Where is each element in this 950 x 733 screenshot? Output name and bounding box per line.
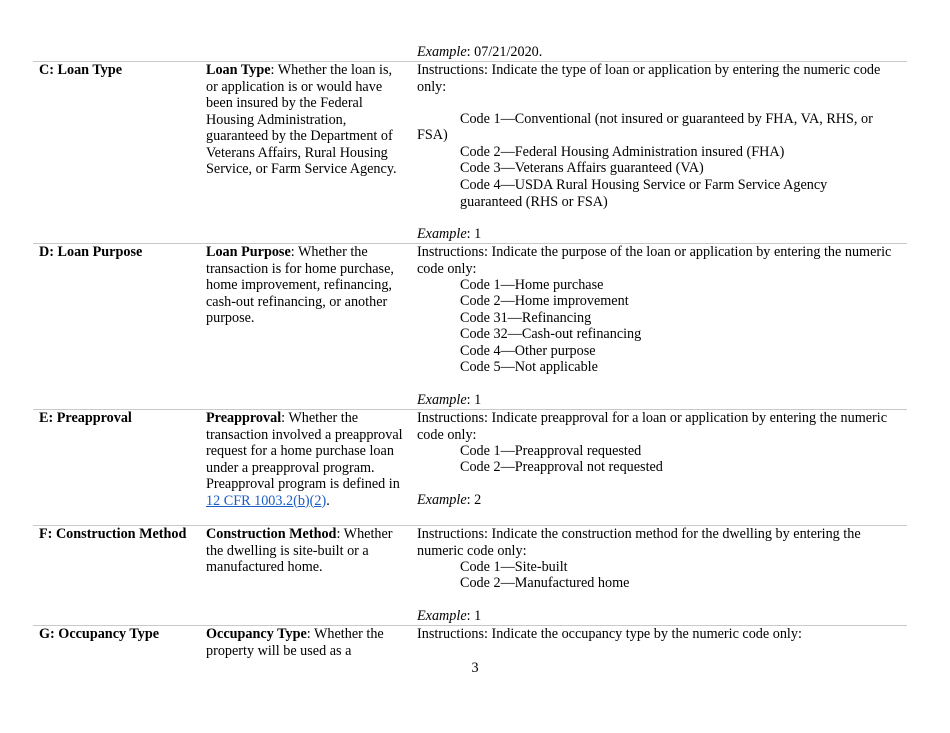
- loan-purpose-code: Code 1—Home purchase: [460, 277, 604, 293]
- field-loan-purpose: D: Loan Purpose: [39, 244, 143, 260]
- loan-type-instructions: Instructions: Indicate the type of loan or application by entering the numeric code only:: [417, 62, 881, 95]
- construction-instructions: Instructions: Indicate the construction method for the dwelling by entering the numeric code only:: [417, 526, 861, 559]
- loan-type-definition: Loan Type: Whether the loan is, or application is or would have been insured by the Federal Housing Administration, guaranteed by the Department of Veterans Affairs, Rural Housing Service, or Farm Service Agency.: [206, 62, 397, 177]
- page-number: 3: [471, 660, 479, 676]
- occupancy-instructions: Instructions: Indicate the occupancy type by the numeric code only:: [417, 626, 802, 642]
- loan-type-code-1: Code 1—Conventional (not insured or guaranteed by FHA, VA, RHS, or: [460, 111, 873, 127]
- loan-purpose-code: Code 4—Other purpose: [460, 343, 596, 359]
- loan-purpose-code: Code 32—Cash-out refinancing: [460, 326, 642, 342]
- loan-purpose-code: Code 31—Refinancing: [460, 310, 592, 326]
- field-occupancy-type: G: Occupancy Type: [39, 626, 160, 642]
- loan-type-code-2: Code 2—Federal Housing Administration insured (FHA): [460, 144, 785, 160]
- loan-purpose-code: Code 2—Home improvement: [460, 293, 629, 309]
- loan-type-example: Example: 1: [417, 226, 482, 242]
- preapproval-code: Code 1—Preapproval requested: [460, 443, 642, 459]
- field-construction-method: F: Construction Method: [39, 526, 187, 542]
- construction-code: Code 2—Manufactured home: [460, 575, 630, 591]
- field-loan-type: C: Loan Type: [39, 62, 123, 78]
- loan-type-code-3: Code 3—Veterans Affairs guaranteed (VA): [460, 160, 704, 176]
- loan-purpose-code: Code 5—Not applicable: [460, 359, 598, 375]
- loan-type-code-4: Code 4—USDA Rural Housing Service or Farm Service Agency guaranteed (RHS or FSA): [460, 177, 828, 210]
- cfr-link[interactable]: 12 CFR 1003.2(b)(2): [206, 492, 327, 509]
- loan-purpose-instructions: Instructions: Indicate the purpose of the loan or application by entering the numeric code only:: [417, 244, 892, 277]
- loan-type-code-1-cont: FSA): [417, 127, 448, 143]
- loan-purpose-definition: Loan Purpose: Whether the transaction is for home purchase, home improvement, refinancing, cash-out refinancing, or another purpose.: [206, 244, 394, 326]
- construction-definition: Construction Method: Whether the dwelling is site-built or a manufactured home.: [206, 526, 393, 575]
- preapproval-example: Example: 2: [417, 492, 482, 508]
- preapproval-definition: Preapproval: Whether the transaction involved a preapproval request for a home purchase loan under a preapproval program. Preapproval program is defined in 12 CFR 1003.2(b)(2).: [206, 410, 403, 509]
- construction-code: Code 1—Site-built: [460, 559, 568, 575]
- top-example: Example: 07/21/2020.: [417, 44, 543, 60]
- preapproval-instructions: Instructions: Indicate preapproval for a loan or application by entering the numeric code only:: [417, 410, 887, 443]
- construction-example: Example: 1: [417, 608, 482, 624]
- occupancy-definition: Occupancy Type: Whether the property will be used as a: [206, 626, 384, 659]
- loan-purpose-example: Example: 1: [417, 392, 482, 408]
- preapproval-code: Code 2—Preapproval not requested: [460, 459, 663, 475]
- field-preapproval: E: Preapproval: [39, 410, 132, 426]
